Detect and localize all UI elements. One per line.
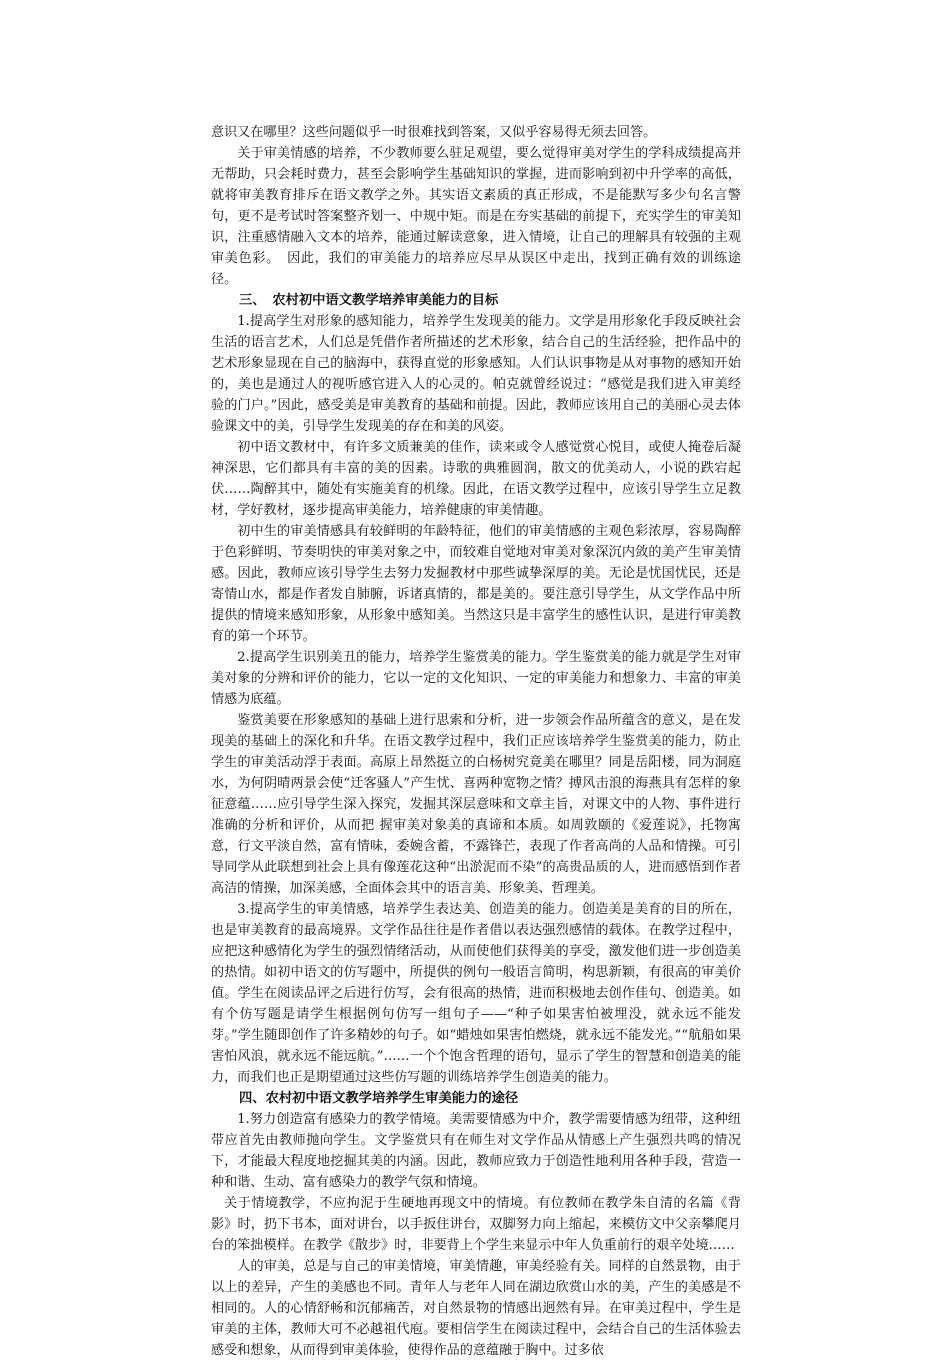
paragraph: 初中语文教材中，有许多文质兼美的佳作，读来或令人感觉赏心悦目，或使人掩卷后凝神深思，它们都具有丰富的美的因素。诗歌的典雅圆润，散文的优美动人，小说的跌宕起伏……陶醉其中，随处有实施美育的机缘。因此，在语文教学过程中，应该引导学生立足教材，学好教材，逐步提高审美能力，培养健康的审美情趣。: [211, 440, 741, 518]
document-page: [211, 122, 741, 1361]
paragraph: 1.努力创造富有感染力的教学情境。美需要情感为中介，教学需要情感为纽带，这种纽带应首先由教师抛向学生。文学鉴赏只有在师生对文学作品从情感上产生强烈共鸣的情况下，才能最大程度地挖掘其美的内涵。因此，教师应致力于创造性地利用各种手段，营造一种和谐、生动、富有感染力的教学气氛和情境。: [211, 1112, 741, 1190]
paragraph: 2.提高学生识别美丑的能力，培养学生鉴赏美的能力。学生鉴赏美的能力就是学生对审美对象的分辨和评价的能力，它以一定的文化知识、一定的审美能力和想象力、丰富的审美情感为底蕴。: [211, 650, 741, 707]
section-heading: 四、农村初中语文教学培养学生审美能力的途径: [239, 1091, 519, 1106]
paragraph: 鉴赏美要在形象感知的基础上进行思索和分析，进一步领会作品所蕴含的意义，是在发现美的基础上的深化和升华。在语文教学过程中，我们正应该培养学生鉴赏美的能力，防止学生的审美活动浮于表面。高原上昂然挺立的白杨树究竟美在哪里？同是岳阳楼，同为洞庭水，为何阴晴两景会使“迁客骚人”产生忧、喜两种宽物之情？搏风击浪的海燕具有怎样的象征意蕴……应引导学生深入探究，发掘其深层意味和文章主旨，对课文中的人物、事件进行准确的分析和评价，从而把 握审美对象美的真谛和本质。如周敦颐的《爱莲说》，托物寓意，行文平淡自然，富有情味，委婉含蓄，不露锋芒，表现了作者高尚的人品和情操。可引导同学从此联想到社会上具有像莲花这种“出淤泥而不染”的高贵品质的人，进而感悟到作者高洁的情操，加深美感，全面体会其中的语言美、形象美、哲理美。: [211, 713, 741, 896]
section-heading: 三、 农村初中语文教学培养审美能力的目标: [239, 293, 499, 308]
paragraph: 意识又在哪里？这些问题似乎一时很难找到答案，又似乎容易得无须去回答。: [211, 125, 657, 140]
paragraph: 1.提高学生对形象的感知能力，培养学生发现美的能力。文学是用形象化手段反映社会生活的语言艺术，人们总是凭借作者所描述的艺术形象，结合自己的生活经验，把作品中的艺术形象显现在自己的脑海中，获得直觉的形象感知。人们认识事物是从对事物的感知开始的，美也是通过人的视听感官进入人的心灵的。帕克就曾经说过：“感觉是我们进入审美经验的门户。”因此，感受美是审美教育的基础和前提。因此，教师应该用自己的美丽心灵去体验课文中的美，引导学生发现美的存在和美的风姿。: [211, 314, 741, 434]
paragraph: 初中生的审美情感具有较鲜明的年龄特征，他们的审美情感的主观色彩浓厚，容易陶醉于色彩鲜明、节奏明快的审美对象之中，而较难自觉地对审美对象深沉内敛的美产生审美情感。因此，教师应该引导学生去努力发掘教材中那些诚挚深厚的美。无论是忧国忧民，还是寄情山水，都是作者发自肺腑，诉诸真情的，都是美的。要注意引导学生，从文学作品中所提供的情境来感知形象，从形象中感知美。当然这只是丰富学生的感性认识，是进行审美教育的第一个环节。: [211, 524, 741, 644]
paragraph: 关于审美情感的培养，不少教师要么驻足观望，要么觉得审美对学生的学科成绩提高并无帮助，只会耗时费力，甚至会影响学生基础知识的掌握，进而影响到初中升学率的高低，就将审美教育排斥在语文教学之外。其实语文素质的真正形成，不是能默写多少句名言警句，更不是考试时答案整齐划一、中规中矩。而是在夯实基础的前提下，充实学生的审美知识，注重感情融入文本的培养，能通过解读意象，进入情境，让自己的理解具有较强的主观审美色彩。 因此，我们的审美能力的培养应尽早从误区中走出，找到正确有效的训练途径。: [211, 146, 741, 287]
paragraph: 人的审美，总是与自己的审美情境，审美情趣，审美经验有关。同样的自然景物，由于以上的差异，产生的美感也不同。青年人与老年人同在湖边欣赏山水的美，产生的美感是不相同的。人的心情舒畅和沉郁痛苦，对自然景物的情感出迥然有异。在审美过程中，学生是审美的主体，教师大可不必越祖代庖。要相信学生在阅读过程中，会结合自己的生活体验去感受和想象，从而得到审美体验，使得作品的意蕴融于胸中。过多依: [211, 1259, 741, 1358]
paragraph: 关于情境教学，不应拘泥于生硬地再现文中的情境。有位教师在教学朱自清的名篇《背影》时，扔下书本，面对讲台，以手扳住讲台，双脚努力向上缩起，来模仿文中父亲攀爬月台的笨拙模样。在教学《散步》时，非要背上个学生来显示中年人负重前行的艰辛处境……: [211, 1196, 741, 1253]
paragraph: 3.提高学生的审美情感，培养学生表达美、创造美的能力。创造美是美育的目的所在，也是审美教育的最高境界。文学作品往往是作者借以表达强烈感情的载体。在教学过程中，应把这种感情化为学生的强烈情绪活动，从而使他们获得美的享受，激发他们进一步创造美的热情。如初中语文的仿写题中，所提供的例句一般语言简明，构思新颖，有很高的审美价值。学生在阅读品评之后进行仿写，会有很高的热情，进而积极地去创作佳句、创造美。如有个仿写题是请学生根据例句仿写一组句子——“种子如果害怕被埋没，就永远不能发芽。”学生随即创作了许多精妙的句子。如“蜡烛如果害怕燃烧，就永远不能发光。”“航船如果害怕风浪，就永远不能远航。”……一个个饱含哲理的语句，显示了学生的智慧和创造美的能力，而我们也正是期望通过这些仿写题的训练培养学生创造美的能力。: [211, 902, 741, 1085]
